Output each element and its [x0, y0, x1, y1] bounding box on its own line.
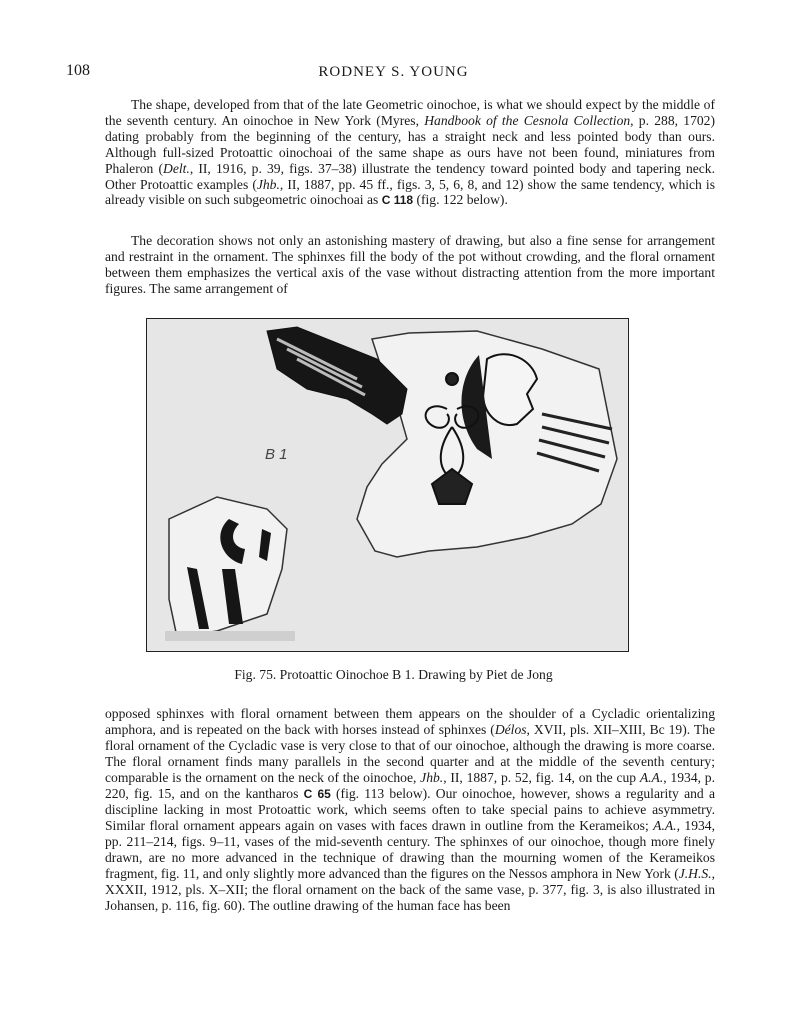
figure-caption: Fig. 75. Protoattic Oinochoe B 1. Drawing by Piet de Jong [234, 667, 553, 682]
catalogue-id-c65: C 65 [303, 786, 331, 801]
citation-jhb-2: Jhb. [420, 769, 444, 785]
citation-aa-2: A.A. [653, 818, 677, 834]
catalogue-id-c118: C 118 [381, 193, 414, 208]
citation-cesnola: Handbook of the Cesnola Collection [424, 112, 631, 128]
figure-label: B 1 [265, 446, 288, 463]
figure-drawing-b1 [146, 318, 629, 652]
citation-aa: A.A. [639, 769, 664, 785]
citation-delos: Délos [494, 721, 527, 737]
citation-jhb: Jhb. [256, 176, 280, 192]
page-number: 108 [66, 62, 90, 79]
citation-delt: Delt. [163, 160, 190, 176]
running-head: RODNEY S. YOUNG [318, 64, 469, 80]
citation-jhs: J.H.S. [678, 866, 712, 882]
paragraph-1: The shape, developed from that of the late Geometric oinochoe, is what we should expect by the middle of the seventh century. An oinochoe in New York (Myres, Handbook of the Cesnola Collection, p. 288, 1702) dating probably from the beginning of the century, has a straight neck and less pointed body than ours. Although full-sized Protoattic oinochoai of the same shape as ours have not been found, miniatures from Phaleron (Delt., II, 1916, p. 39, figs. 37–38) illustrate the tendency toward pointed body and tapering neck. Other Protoattic examples (Jhb., II, 1887, pp. 45 ff., figs. 3, 5, 6, 8, and 12) show the same tendency, which is already visible on such subgeometric oinochoai as C 118 (fig. 122 below). [105, 97, 716, 208]
paragraph-3: opposed sphinxes with floral ornament between them appears on the shoulder of a Cycladic orientalizing amphora, and is repeated on the back with horses instead of sphinxes (Délos, XVII, pls. XII–XIII, Bc 19). The floral ornament of the Cycladic vase is very close to that of our oinochoe, although the drawing is more coarse. The floral ornament finds many parallels in the second quarter and at the middle of the seventh century; comparable is the ornament on the neck of the oinochoe, Jhb., II, 1887, p. 52, fig. 14, on the cup A.A., 1934, p. 220, fig. 15, and on the kantharos C 65 (fig. 113 below). Our oinochoe, however, shows a regularity and a discipline lacking in most Protoattic work, which seems often to take special pains to achieve asymmetry. Similar floral ornament appears again on vases with faces drawn in outline from the Kerameikos; A.A., 1934, pp. 211–214, figs. 9–11, vases of the mid-seventh century. The sphinxes of our oinochoe, though more finely drawn, are no more advanced in the technique of drawing than the mourning women of the Kerameikos fragment, fig. 11, and only slightly more advanced than the figures on the Nessos amphora in New York (J.H.S., XXXII, 1912, pls. X–XII; the floral ornament on the back of the same vase, p. 377, fig. 3, is also illustrated in Johansen, p. 116, fig. 60). The outline drawing of the human face has been [105, 706, 715, 913]
paragraph-2: The decoration shows not only an astonishing mastery of drawing, but also a fine sense for arrangement and restraint in the ornament. The sphinxes fill the body of the pot without crowding, and the floral ornament between them emphasizes the vertical axis of the vase without distracting attention from the more important figures. The same arrangement of [105, 233, 715, 296]
